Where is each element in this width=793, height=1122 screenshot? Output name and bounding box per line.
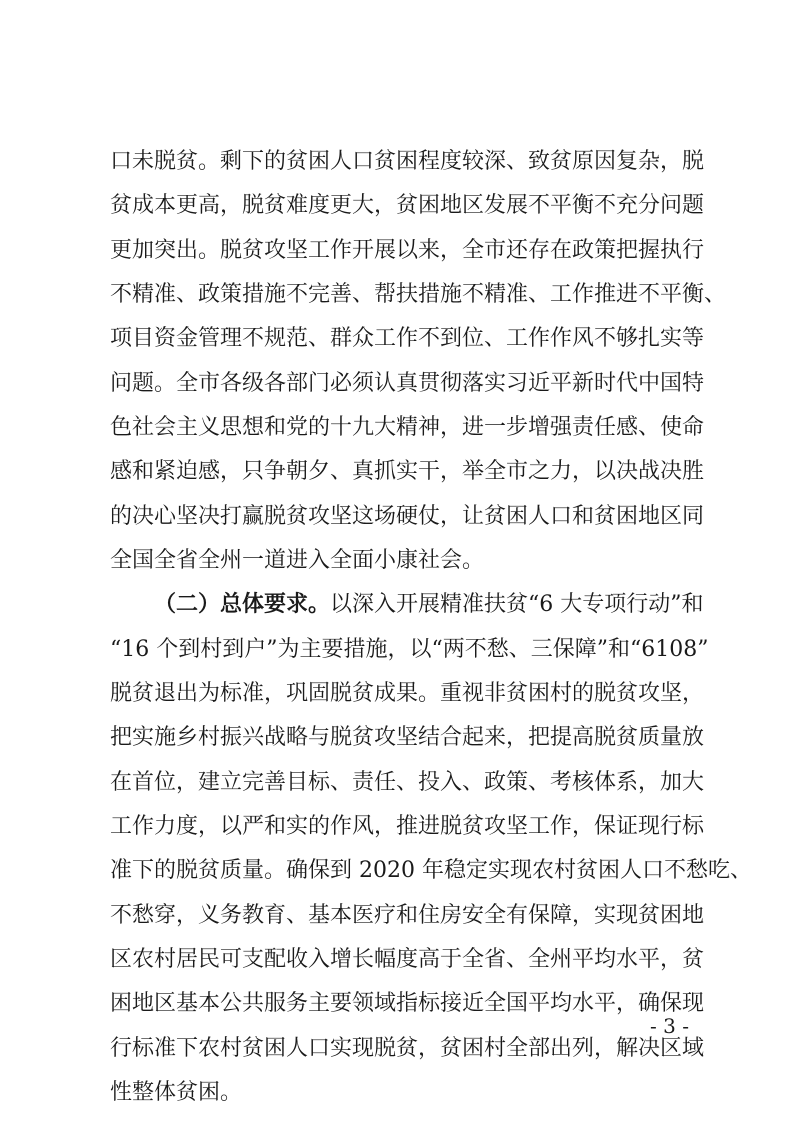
paragraph-line: 性整体贫困。 — [110, 1080, 243, 1105]
page-number: - 3 - — [650, 1014, 689, 1038]
paragraph-line: 色社会主义思想和党的十九大精神，进一步增强责任感、使命 — [110, 415, 705, 440]
paragraph-line: 感和紧迫感，只争朝夕、真抓实干，举全市之力，以决战决胜 — [110, 459, 705, 484]
section-first-line — [154, 590, 704, 620]
paragraph-line: “16 个到村到户”为主要措施，以“两不愁、三保障”和“6108” — [110, 637, 709, 662]
paragraph-line: 的决心坚决打赢脱贫攻坚这场硬仗，让贫困人口和贫困地区同 — [110, 504, 705, 529]
paragraph-line: 问题。全市各级各部门必须认真贯彻落实习近平新时代中国特 — [110, 371, 705, 396]
paragraph-line: 贫成本更高，脱贫难度更大，贫困地区发展不平衡不充分问题 — [110, 193, 705, 218]
paragraph-line: 行标准下农村贫困人口实现脱贫，贫困村全部出列，解决区域 — [110, 1036, 705, 1061]
paragraph-line: 更加突出。脱贫攻坚工作开展以来，全市还存在政策把握执行 — [110, 238, 705, 263]
paragraph-line: 项目资金管理不规范、群众工作不到位、工作作风不够扎实等 — [110, 326, 705, 351]
paragraph-line: 全国全省全州一道进入全面小康社会。 — [110, 548, 485, 573]
section-first-line-text: 以深入开展精准扶贫“6 大专项行动”和 — [330, 592, 704, 617]
paragraph-line: 在首位，建立完善目标、责任、投入、政策、考核体系，加大 — [110, 770, 705, 795]
paragraph-line: 把实施乡村振兴战略与脱贫攻坚结合起来，把提高脱贫质量放 — [110, 725, 705, 750]
paragraph-line: 脱贫退出为标准，巩固脱贫成果。重视非贫困村的脱贫攻坚， — [110, 681, 705, 706]
paragraph-line: 不愁穿，义务教育、基本医疗和住房安全有保障，实现贫困地 — [110, 903, 705, 928]
paragraph-line: 区农村居民可支配收入增长幅度高于全省、全州平均水平，贫 — [110, 947, 705, 972]
paragraph-line: 不精准、政策措施不完善、帮扶措施不精准、工作推进不平衡、 — [110, 282, 727, 307]
paragraph-line: 困地区基本公共服务主要领域指标接近全国平均水平，确保现 — [110, 991, 705, 1016]
paragraph-line: 口未脱贫。剩下的贫困人口贫困程度较深、致贫原因复杂，脱 — [110, 149, 705, 174]
section-heading: （二）总体要求。 — [154, 592, 331, 617]
paragraph-line: 准下的脱贫质量。确保到 2020 年稳定实现农村贫困人口不愁吃、 — [110, 858, 752, 883]
paragraph-line: 工作力度，以严和实的作风，推进脱贫攻坚工作，保证现行标 — [110, 814, 705, 839]
